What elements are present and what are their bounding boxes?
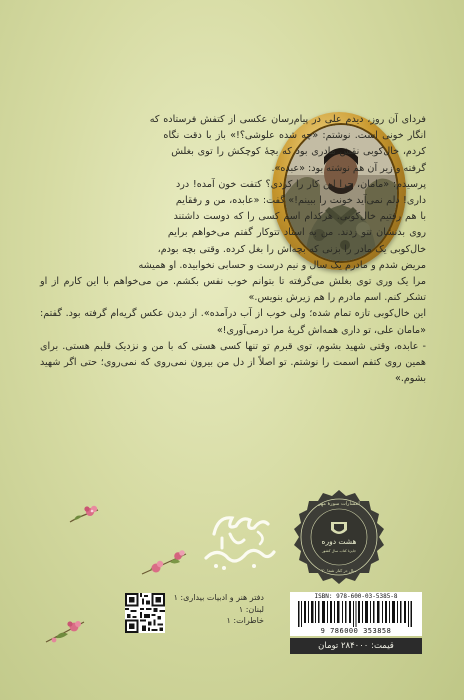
pink-flower-icon [68,502,102,528]
lebanon-line: لبنان: ۱ [238,604,264,614]
barcode [290,592,422,636]
paragraph-1: فردای آن روز، دیدم علی در پیام‌رسان عکسی از کتفش فرستاده که انگار خونی است. نوشتم: «چه شده علوشی؟!» باز با دقت نگاه کردم، خال‌کوبی نقش مادری بود که بچهٔ کوچکش را توی بغلش گرفته و زیر آن هم نوشته بود: «عبده». [149,114,426,174]
memoirs-line: خاطرات: ۱ [226,616,264,625]
series-logo [196,504,280,582]
pink-flower-icon [140,544,190,578]
qr-code-icon [125,593,165,633]
series-line: دفتر هنر و ادبیات بیداری: ۱ [173,593,264,602]
price-label: قیمت: ۲۸۴۰۰۰ تومان [290,638,422,654]
barcode-bars [298,601,414,627]
pink-flower-icon [44,616,86,644]
logo-bottom-text: ۲۰ سال در کنار شما [321,568,357,573]
barcode-number: 9 786000 353858 [320,627,392,635]
paragraph-3: این خال‌کوبی تازه تمام شده؛ ولی خوب از آب درآمده». از دیدن عکس گریه‌ام گرفته بود. گفتم: «مامان علی، تو داری همه‌اش گریهٔ مرا درمی‌آوری!» [40,308,426,336]
publisher-logo [290,488,388,586]
logo-center-subtitle: جایزهٔ کتاب سال کشور [321,549,357,553]
paragraph-2: پرسیدم: «مامان، چرا این کار را کردی؟ کتفت خون آمده! درد داری! دلم نمی‌آید خونت را ببینم!» گفت: «عابده، من و رفقایم با هم رفتیم خال‌کوبی. هرکدام اسم کسی را که دوست داشتند روی بدنشان تتو زدند. من به استاد تتوکار گفتم می‌خواهم برایم خال‌کوبی یک مادر را بزنی که بچه‌اش را بغل کرده. وقتی بچه بودم، مریض شدم و مادرم یک سال و نیم درست و حسابی نخوابیده. او همیشه مرا یک وری توی بغلش می‌گرفته تا بتوانم خوب نفس بکشم. من می‌خواهم با این کارم از او تشکر کنم. اسم مادرم را هم زیرش بنویس.» [40,178,426,304]
isbn-label: ISBN: 978-600-03-5385-8 [314,593,398,600]
paragraph-4: - عابده، وقتی شهید بشوم، توی قبرم تو تنها کسی هستی که با من و نزدیک قلبم هستی. برای همین روی کتفم اسمت را نوشتم. تو اصلاً از دل من بیرون نمی‌روی که نمی‌روی؛ حتی اگر شهید بشوم.» [40,340,426,385]
body-text [40,112,426,387]
logo-top-text: انتشارات سورهٔ مهر [318,501,360,507]
book-info [173,592,264,627]
logo-center-title: هشت دوره [321,537,357,546]
portrait-spacer [36,108,168,264]
